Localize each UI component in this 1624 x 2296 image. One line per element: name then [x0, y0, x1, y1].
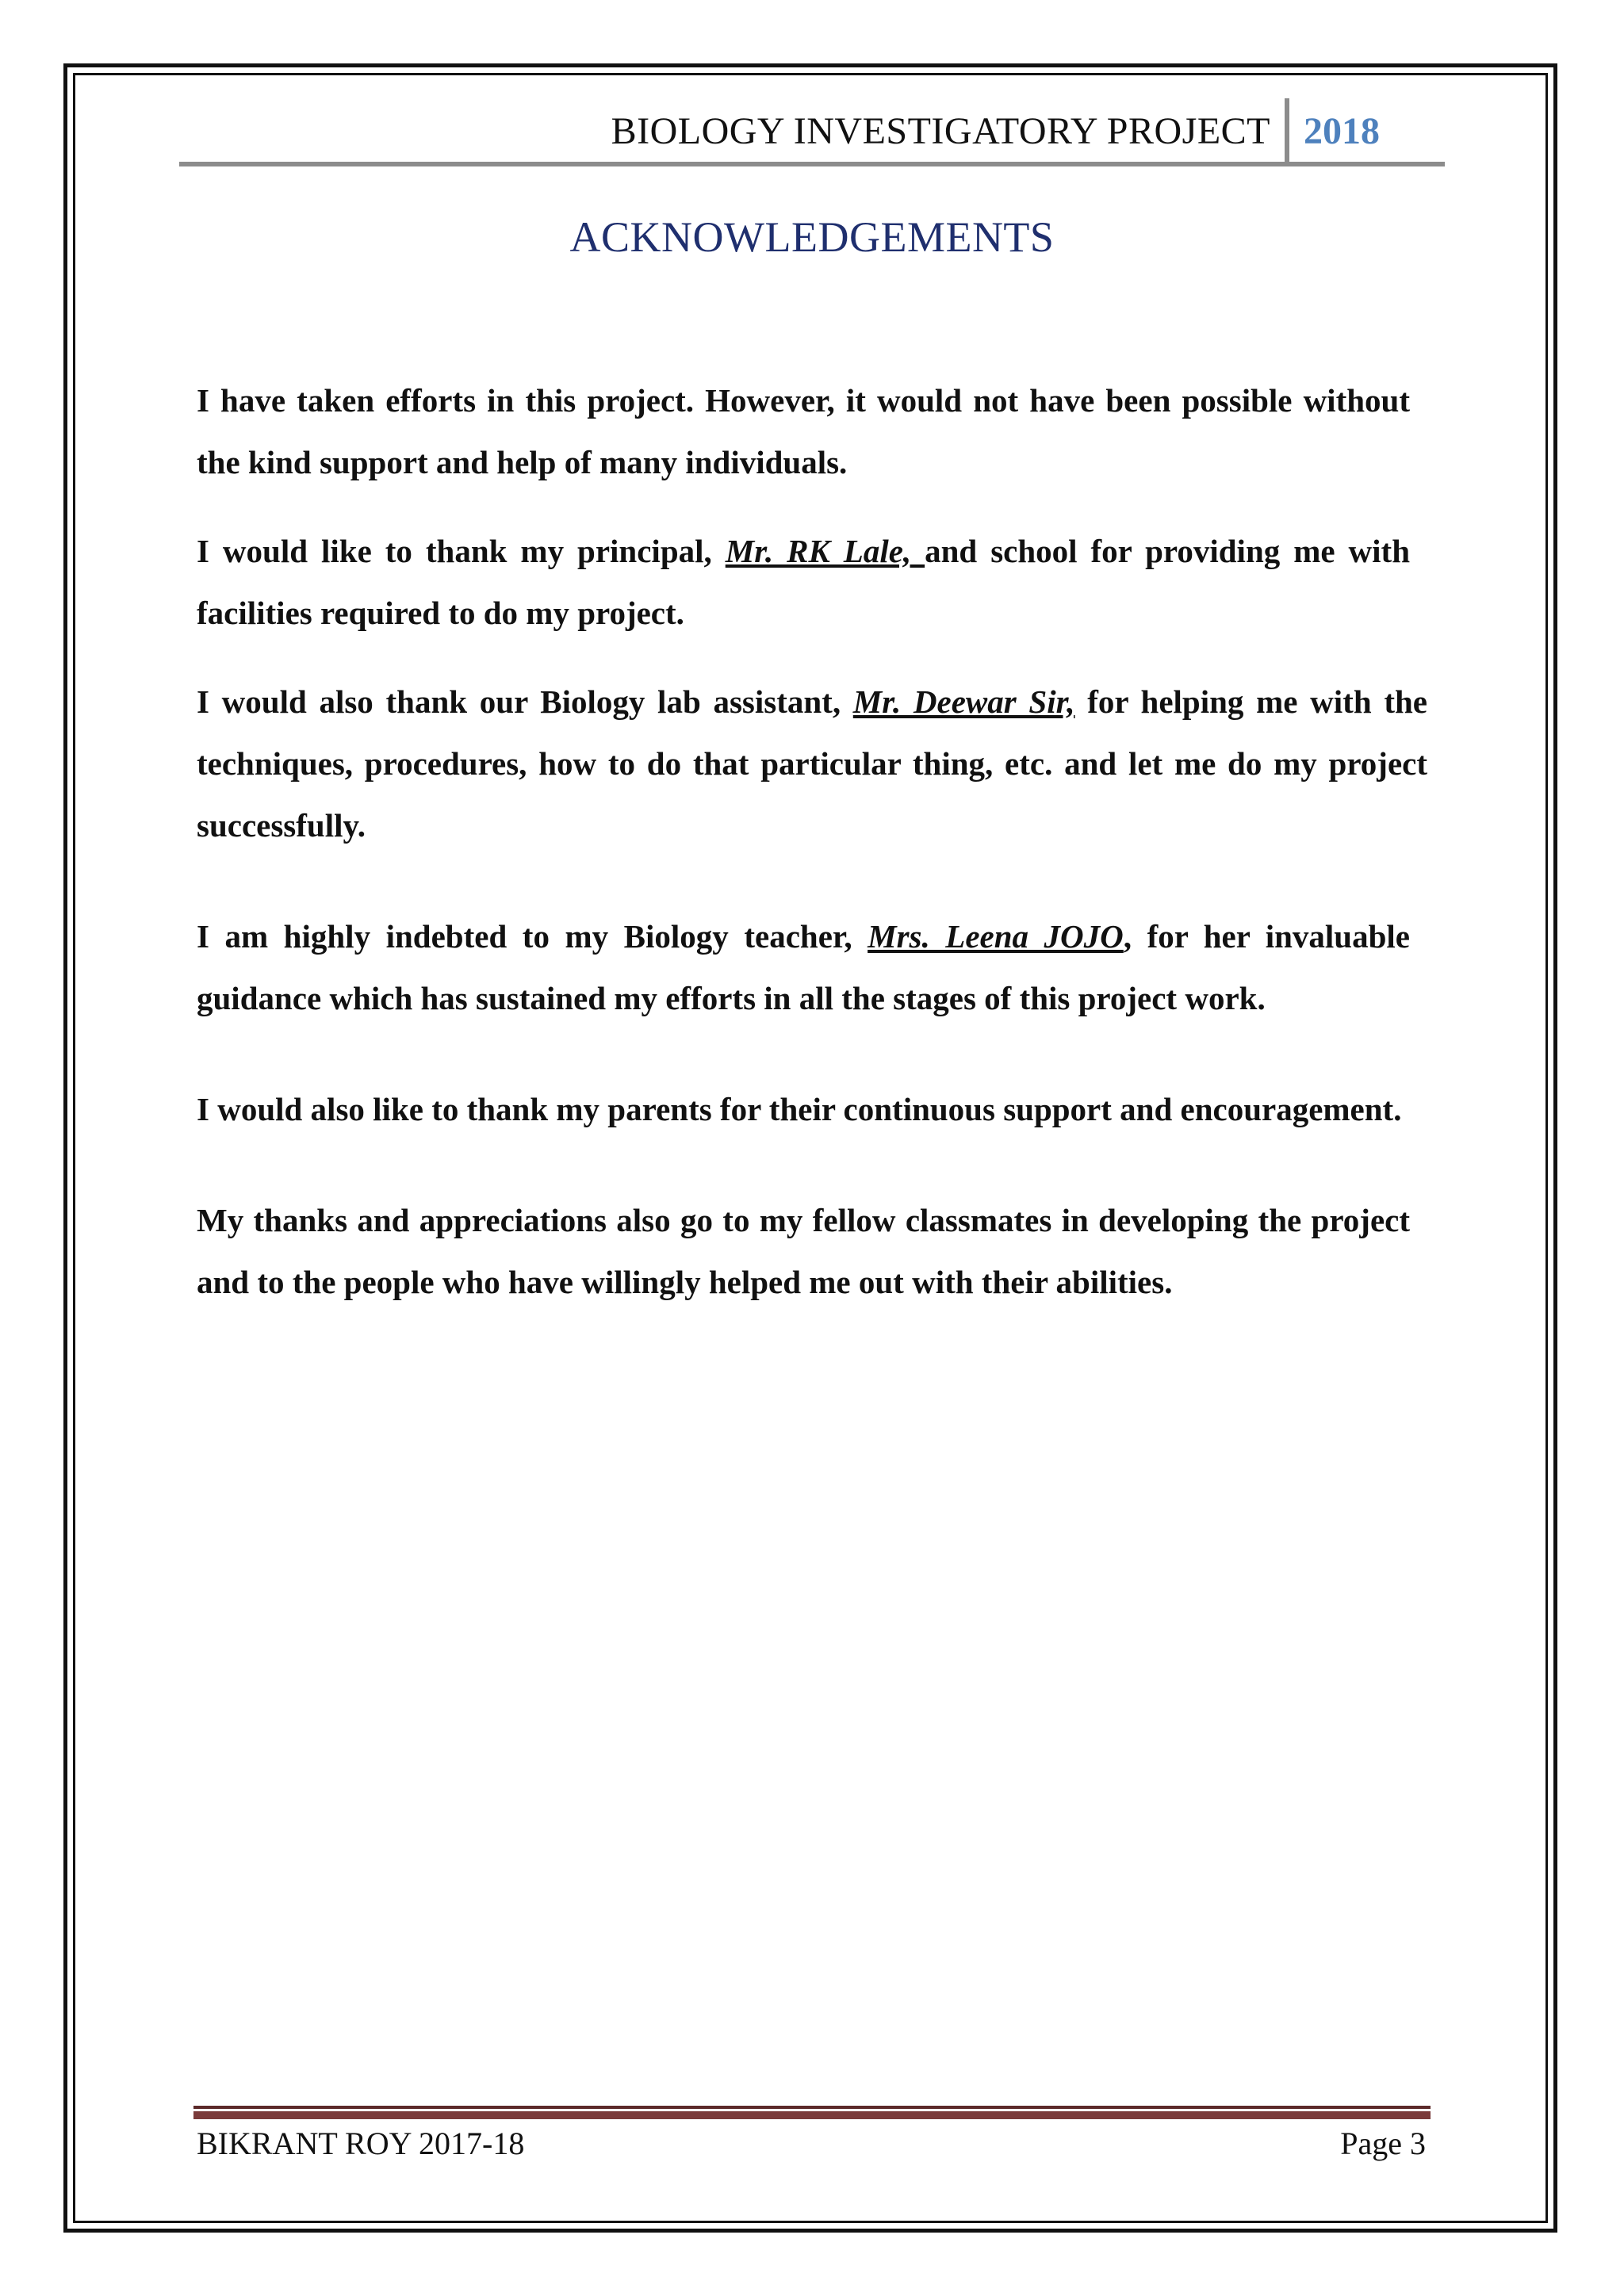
paragraph-lab-assistant	[197, 671, 1427, 856]
paragraph-classmates: My thanks and appreciations also go to my fellow classmates in developing the project and to the people who have willingly helped me out with their abilities.	[197, 1202, 1410, 1300]
header-rule	[179, 162, 1445, 166]
header-title: BIOLOGY INVESTIGATORY PROJECT	[611, 110, 1270, 152]
footer-author: BIKRANT ROY 2017-18	[197, 2126, 525, 2161]
paragraph-intro: I have taken efforts in this project. However, it would not have been possible without the kind support and help of many individuals.	[197, 382, 1410, 480]
header-year: 2018	[1304, 110, 1380, 152]
teacher-name: Mrs. Leena JOJO	[868, 918, 1124, 955]
paragraph-lab-assistant-tail: for helping me with the techniques, procedures, how to do that particular thing, etc. and let me do my project successfully.	[197, 683, 1427, 844]
page-number: Page 3	[1340, 2126, 1426, 2161]
body-text	[197, 369, 1427, 1313]
paragraph-principal	[197, 520, 1410, 644]
footer-rule-thick	[193, 2111, 1431, 2119]
page-header	[179, 95, 1445, 166]
paragraph-teacher-tail: , for her invaluable guidance which has sustained my efforts in all the stages of this project work.	[197, 918, 1410, 1016]
paragraph-principal-lead: I would like to thank my principal,	[197, 533, 726, 569]
lab-assistant-name: Mr. Deewar Sir,	[852, 683, 1075, 720]
header-divider	[1285, 98, 1289, 166]
paragraph-lab-assistant-lead: I would also thank our Biology lab assistant,	[197, 683, 853, 720]
page-title: ACKNOWLEDGEMENTS	[569, 213, 1055, 261]
paragraph-teacher-lead: I am highly indebted to my Biology teacher,	[197, 918, 868, 955]
paragraph-teacher	[197, 905, 1410, 1029]
paragraph-parents: I would also like to thank my parents for their continuous support and encouragement.	[197, 1091, 1402, 1127]
footer-rule-thin	[193, 2106, 1431, 2109]
paragraph-principal-tail: and school for providing me with facilities required to do my project.	[197, 533, 1410, 631]
principal-name: Mr. RK Lale,	[725, 533, 925, 569]
